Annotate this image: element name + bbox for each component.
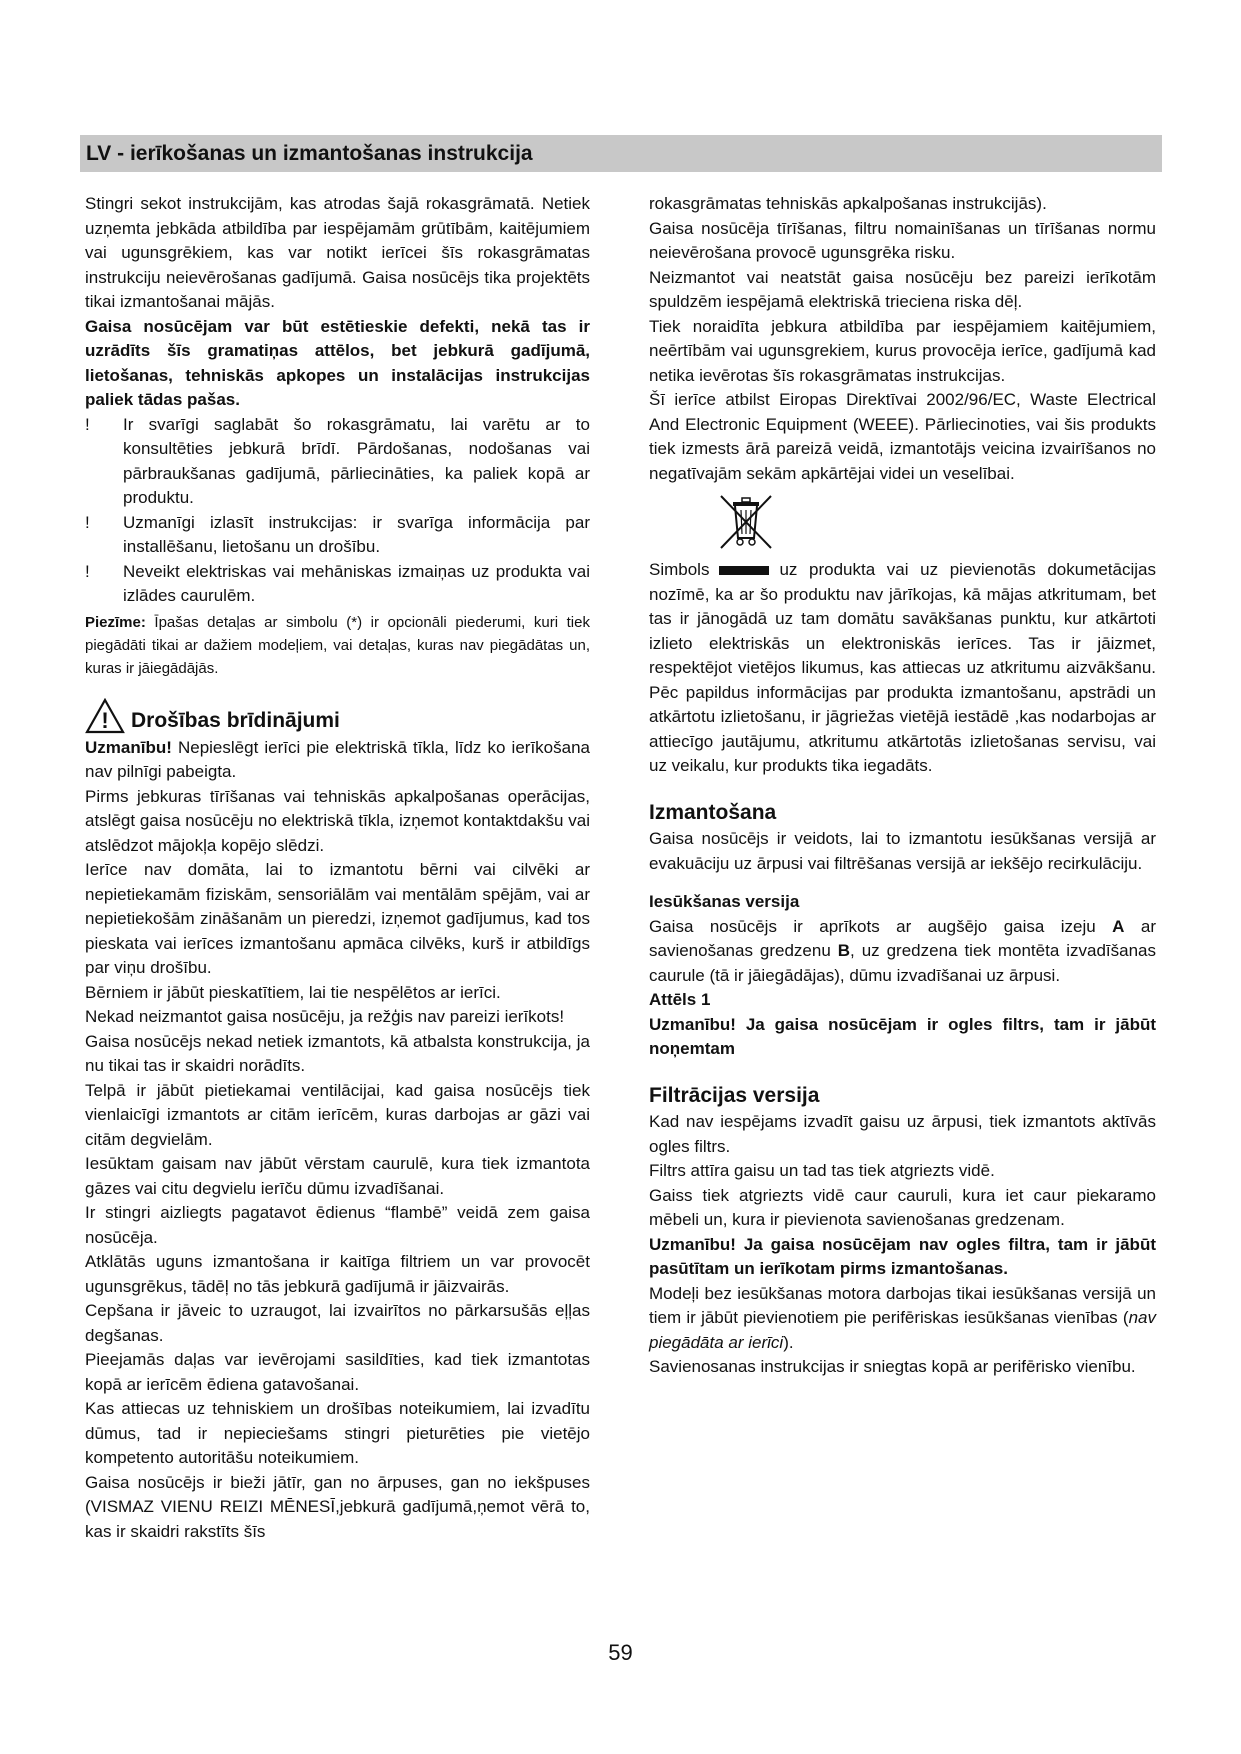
- filtracijas-p1: Kad nav iespējams izvadīt gaisu uz ārpusi, tiek izmantots aktīvās ogles filtrs.: [649, 1112, 1156, 1156]
- filtracijas-p4-b: ).: [783, 1332, 794, 1352]
- bullet-text: Ir svarīgi saglabāt šo rokasgrāmatu, lai varētu ar to konsultēties jebkurā brīdī. Pārdošanas, nodošanas vai pārbraukšanas gadījumā, pārliecināties, ka paliek kopā ar produktu.: [123, 414, 590, 507]
- note-paragraph: [85, 611, 590, 680]
- bullet-text: Uzmanīgi izlasīt instrukcijas: ir svarīga informācija par installēšanu, lietošanu un drošību.: [123, 512, 590, 556]
- header-bar: [80, 135, 1162, 172]
- filtracijas-p5: Savienosanas instrukcijas ir sniegtas kopā ar perifērisko vienību.: [649, 1357, 1136, 1376]
- page-title: LV - ierīkošanas un izmantošanas instrukcija: [86, 142, 533, 165]
- warning-paragraph: Bērniem ir jābūt pieskatītiem, lai tie nespēlētos ar ierīci.: [85, 982, 501, 1002]
- warning-glyph: !: [101, 707, 109, 733]
- bullet-item: [85, 511, 590, 560]
- filtracijas-warning: Uzmanību! Ja gaisa nosūcējam nav ogles filtra, tam ir jābūt pasūtītam un ierīkotam pirms izmantošanas.: [649, 1234, 1156, 1278]
- exclamation-icon: !: [85, 414, 90, 434]
- warning-paragraph: Telpā ir jābūt pietiekamai ventilācijai, kad gaisa nosūcējs tiek vienlaicīgi izmantots ar citām ierīcēm, kuras darbojas ar gāzi vai citām degvielām.: [85, 1080, 590, 1149]
- warning-text: Nepieslēgt ierīci pie elektriskā tīkla, līdz ko ierīkošana nav pilnīgi pabeigta.: [85, 737, 590, 781]
- exclamation-icon: !: [85, 561, 90, 581]
- left-column: [85, 192, 590, 1544]
- warning-paragraph: Ir stingri aizliegts pagatavot ēdienus “flambē” veidā zem gaisa nosūcēja.: [85, 1203, 590, 1247]
- warning-paragraph: Pirms jebkuras tīrīšanas vai tehniskās apkalpošanas operācijas, atslēgt gaisa nosūcēju no elektriskā tīkla, izņemot kontaktdakšu vai atslēdzot mājokļa kopējo slēdzi.: [85, 786, 590, 855]
- iesuksanas-text-a: Gaisa nosūcējs ir aprīkots ar augšējo gaisa izeju: [649, 916, 1113, 936]
- warning-paragraph: Iesūktam gaisam nav jābūt vērstam caurulē, kura tiek izmantota gāzes vai citu degvielu ierīču dūmu izvadīšanai.: [85, 1154, 590, 1198]
- filtracijas-p4-italic: nav piegādāta ar ierīci: [649, 1308, 1156, 1352]
- paragraph: Tiek noraidīta jebkura atbildība par iespējamiem kaitējumiem, neērtībām vai ugunsgrekiem, kurus provocēja ierīce, gadījumā kad netika ievērotas šīs rokasgrāmatas instrukcijas.: [649, 316, 1156, 385]
- note-text: Īpašas detaļas ar simbolu (*) ir opcionāli piederumi, kuri tiek piegādāti tikai ar dažiem modeļiem, vai detaļas, kuras nav piegādātas un, kuras ir jāiegādājās.: [85, 613, 590, 677]
- warning-paragraph: Cepšana ir jāveic to uzraugot, lai izvairītos no pārkarsušās eļļas degšanas.: [85, 1301, 590, 1345]
- section-heading-izmantosana: Izmantošana: [649, 800, 777, 824]
- section-heading-filtracijas: Filtrācijas versija: [649, 1083, 820, 1107]
- attention-label: Uzmanību!: [85, 737, 172, 757]
- simbols-text: uz produkta vai uz pievienotās dokumetācijas nozīmē, ka ar šo produktu nav jārīkojas, kā mājas atkritumam, bet tas ir jānogādā uz tam domātu savākšanas punktu, kur atkārtoti izlieto elektriskās un elektroniskās ierīces. Tas ir jāizmet, respektējot vietējos likumus, kas attiecas uz atkritumu aizvākšanu. Pēc papildus informācijas par produkta izmantošanu, apstrādi un atkārtotu izlietošanu, ir jāgriežas vietējā iestādē ,kas nodarbojas ar attiecīgo jautājumu, atkritumu atkārtotās izlietošanas servisu, vai uz veikalu, kur produkts tika iegadāts.: [649, 560, 1156, 775]
- iesuksanas-text-c: , uz gredzena tiek montēta izvadīšanas caurule (tā ir jāiegādājas), dūmu izvadīšanai uz ārpusi.: [649, 941, 1156, 985]
- warning-paragraph: Ierīce nav domāta, lai to izmantotu bērni vai cilvēki ar nepietiekamām fiziskām, sensoriālām vai mentālām spējām, vai ar nepietiekošām zināšanām un pieredzi, izņemot gadījumus, kad tos pieskata vai ierīces izmantošanu apmāca cilvēks, kurš ir atbildīgs par viņu drošību.: [85, 860, 590, 977]
- simbols-label: Simbols: [649, 560, 710, 579]
- iesuksanas-text-b: ar savienošanas gredzenu: [649, 916, 1157, 960]
- warning-paragraph: Gaisa nosūcējs nekad netiek izmantots, kā atbalsta konstrukcija, ja nu tikai tas ir skaidri norādīts.: [85, 1031, 590, 1075]
- filtracijas-p4: [649, 1282, 1156, 1356]
- figure-reference: Attēls 1: [649, 990, 711, 1009]
- paragraph: Gaisa nosūcēja tīrīšanas, filtru nomainīšanas un tīrīšanas normu neievērošana provocē ugunsgrēka risku.: [649, 218, 1156, 262]
- warning-paragraph: Kas attiecas uz tehniskiem un drošības noteikumiem, lai izvadītu dūmus, tad ir nepieciešams stingri pieturēties pie vietējo kompetento autoritāšu noteikumiem.: [85, 1399, 590, 1467]
- warning-paragraph: [85, 736, 590, 785]
- simbols-paragraph: [649, 558, 1156, 779]
- crossed-out-bin-icon: [715, 490, 777, 552]
- warning-triangle-icon: [85, 698, 125, 734]
- intro-paragraph: Stingri sekot instrukcijām, kas atrodas šajā rokasgrāmatā. Netiek uzņemta jebkāda atbildība par iespējamām grūtībām, kaitējumiem vai ugunsgrēkiem, kas var notikt ierīcei šīs rokasgrāmatas instrukciju neievērošanas gadījumā. Gaisa nosūcējs tika projektēts tikai izmantošanai mājās.: [85, 194, 590, 311]
- paragraph: Neizmantot vai neatstāt gaisa nosūcēju bez pareizi ierīkotām spuldzēm iespējamā elektriskā trieciena riska dēļ.: [649, 267, 1156, 311]
- bold-intro-paragraph: Gaisa nosūcējam var būt estētieskie defekti, nekā tas ir uzrādīts šīs gramatiņas attēlos, bet jebkurā gadījumā, lietošanas, tehniskās apkopes un instalācijas instrukcijas paliek tādas pašas.: [85, 316, 590, 409]
- filtracijas-p2: Filtrs attīra gaisu un tad tas tiek atgriezts vidē.: [649, 1161, 995, 1180]
- bullet-item: [85, 560, 590, 609]
- paragraph: rokasgrāmatas tehniskās apkalpošanas instrukcijās).: [649, 194, 1047, 213]
- label-a: A: [1112, 916, 1125, 936]
- exclamation-icon: !: [85, 512, 90, 532]
- warning-paragraph: Pieejamās daļas var ievērojami sasildīties, kad tiek izmantotas kopā ar ierīcēm ēdiena gatavošanai.: [85, 1350, 590, 1394]
- page-number: 59: [608, 1640, 633, 1665]
- note-label: Piezīme:: [85, 613, 146, 631]
- right-column: [649, 192, 1156, 1380]
- filtracijas-p3: Gaiss tiek atgriezts vidē caur cauruli, kura iet caur piekaramo mēbeli un, kura ir pievienota savienošanas gredzenam.: [649, 1185, 1156, 1229]
- iesuksanas-warning: Uzmanību! Ja gaisa nosūcējam ir ogles filtrs, tam ir jābūt noņemtam: [649, 1014, 1156, 1058]
- bullet-item: [85, 413, 590, 511]
- weee-paragraph: Šī ierīce atbilst Eiropas Direktīvai 2002/96/EC, Waste Electrical And Electronic Equipment (WEEE). Pārliecinoties, vai šis produkts tiek izmests ārā pareizā veidā, izmantotājs veicina izvairīšanos no negatīvajām sekām apkārtējai videi un veselībai.: [649, 390, 1156, 483]
- iesuksanas-text: [649, 915, 1156, 989]
- izmantosana-text: Gaisa nosūcējs ir veidots, lai to izmantotu iesūkšanas versijā ar evakuāciju uz ārpusi vai filtrēšanas versijā ar iekšējo recirkulāciju.: [649, 829, 1156, 873]
- bullet-text: Neveikt elektriskas vai mehāniskas izmaiņas uz produkta vai izlādes caurulēm.: [123, 561, 590, 605]
- warning-paragraph: Atklātās uguns izmantošana ir kaitīga filtriem un var provocēt ugunsgrēkus, tādēļ no tās jebkurā gadījumā ir jāizvairās.: [85, 1252, 590, 1296]
- warning-paragraph: Gaisa nosūcējs ir bieži jātīr, gan no ārpuses, gan no iekšpuses (VISMAZ VIENU REIZI MĒNESĪ,jebkurā gadījumā,ņemot vērā to, kas ir skaidri rakstīts šīs: [85, 1472, 590, 1541]
- subsection-heading-iesuksanas: Iesūkšanas versija: [649, 892, 800, 911]
- filtracijas-p4-a: Modeļi bez iesūkšanas motora darbojas tikai iesūkšanas versijā un tiem ir jābūt pievienotiem pie perifēriskas iesūkšanas vienības (: [649, 1283, 1156, 1327]
- warning-paragraph: Nekad neizmantot gaisa nosūcēju, ja režģis nav pareizi ierīkots!: [85, 1007, 565, 1026]
- safety-warnings-heading: [85, 698, 590, 734]
- safety-warnings-title: Drošības brīdinājumi: [131, 709, 340, 732]
- label-b: B: [837, 941, 851, 960]
- black-bar-symbol-icon: [719, 566, 769, 575]
